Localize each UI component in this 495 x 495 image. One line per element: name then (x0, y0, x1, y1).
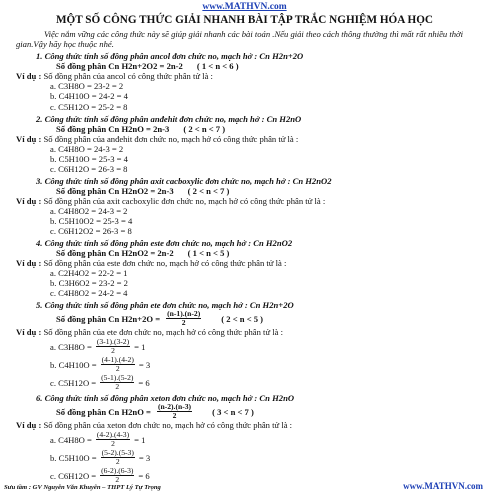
example-item (50, 374, 473, 391)
example-label-text: a. C4H8O = (50, 434, 92, 445)
fraction-numerator: (n-2).(n-3) (157, 402, 192, 412)
fraction (100, 374, 134, 391)
example-result: = 1 (134, 341, 146, 352)
section-heading: 5. Công thức tính số đồng phân ete đơn chức no, mạch hở : Cn H2n+2O (36, 300, 294, 311)
formula-text: Số đồng phân Cn H2n+2O2 = 2n-2 (56, 61, 183, 72)
fraction (101, 449, 135, 466)
formula-text: Số đồng phân Cn H2nO2 = 2n-2 (56, 248, 174, 259)
section-4 (16, 238, 473, 298)
example-line (16, 327, 473, 337)
section-3 (16, 176, 473, 236)
example-item: a. C4H8O = 24-3 = 2 (50, 143, 124, 154)
example-item: b. C5H10O = 25-3 = 4 (50, 153, 128, 164)
formula (56, 61, 473, 71)
formula-condition: ( 2 < n < 7 ) (183, 123, 226, 134)
formula (56, 310, 473, 327)
fraction-denominator: 2 (111, 346, 115, 356)
fraction-numerator: (3-1).(3-2) (96, 337, 130, 347)
section-1 (16, 51, 473, 111)
example-label-text: c. C5H12O = (50, 377, 97, 388)
example-label: Ví dụ : (16, 420, 42, 431)
example-item: a. C3H8O = 23-2 = 2 (50, 81, 124, 92)
fraction-denominator: 2 (172, 411, 177, 421)
example-text: Số đồng phân của ancol có công thức phân tử là : (43, 71, 213, 82)
example-label: Ví dụ : (16, 133, 42, 144)
example-label: Ví dụ : (16, 195, 42, 206)
fraction-numerator: (4-1).(4-2) (101, 355, 134, 365)
page-footer (4, 481, 483, 492)
example-item: c. C6H12O2 = 26-3 = 8 (50, 226, 132, 237)
section-6 (16, 393, 473, 484)
formula (56, 186, 473, 196)
section-2 (16, 114, 473, 174)
formula-text: Số đồng phân Cn H2nO = 2n-3 (56, 123, 170, 134)
formula-condition: ( 2 < n < 5 ) (221, 313, 264, 324)
example-label-text: b. C5H10O = (50, 452, 97, 463)
formula (56, 124, 473, 134)
fraction-denominator: 2 (115, 382, 120, 392)
example-item: b. C5H10O2 = 25-3 = 4 (50, 216, 133, 227)
example-item: b. C4H10O = 24-2 = 4 (50, 91, 128, 102)
example-item: c. C5H12O = 25-2 = 8 (50, 101, 128, 112)
fraction-numerator: (4-2).(4-3) (96, 430, 130, 440)
fraction (96, 338, 130, 355)
formula-condition: ( 1 < n < 6 ) (196, 61, 239, 72)
example-item (50, 356, 473, 373)
formula (56, 403, 473, 420)
section-heading: 3. Công thức tính số đồng phân axit cacboxylic đơn chức no, mạch hở : Cn H2nO2 (36, 175, 332, 186)
section-heading: 4. Công thức tính số đồng phân este đơn chức no, mạch hở : Cn H2nO2 (36, 238, 293, 249)
formula (56, 248, 473, 258)
example-item (50, 338, 473, 355)
fraction-denominator: 2 (115, 364, 120, 374)
fraction-numerator: (5-2).(5-3) (101, 448, 134, 458)
fraction-numerator: (5-1).(5-2) (101, 373, 134, 383)
example-item: a. C2H4O2 = 22-2 = 1 (50, 268, 128, 279)
example-label-text: c. C6H12O = (50, 470, 97, 481)
example-result: = 3 (138, 359, 151, 370)
example-line (16, 196, 473, 206)
example-label: Ví dụ : (16, 71, 42, 82)
fraction-denominator: 2 (115, 475, 120, 485)
site-header-link[interactable]: www.MATHVN.com (202, 2, 287, 12)
example-label-text: b. C4H10O = (50, 359, 97, 370)
fraction-numerator: (6-2).(6-3) (101, 466, 134, 476)
fraction-numerator: (n-1).(n-2) (167, 309, 201, 319)
section-heading: 6. Công thức tính số đồng phân xeton đơn chức no, mạch hở : Cn H2nO (36, 393, 295, 404)
formula-condition: ( 2 < n < 7 ) (187, 185, 230, 196)
fraction-denominator: 2 (115, 457, 120, 467)
formula-text: Số đồng phân Cn H2n+2O = (56, 313, 161, 324)
fraction-denominator: 2 (181, 318, 186, 328)
fraction (96, 431, 130, 448)
example-text: Số đồng phân của ete đơn chức no, mạch hở có công thức phân tử là : (43, 327, 283, 338)
example-label: Ví dụ : (16, 258, 42, 269)
example-result: = 3 (138, 452, 151, 463)
example-label-text: a. C3H8O = (50, 341, 92, 352)
example-text: Số đồng phân của anđehit đơn chức no, mạch hở có công thức phân tử là : (43, 133, 299, 144)
formula-text: Số đồng phân Cn H2nO2 = 2n-3 (56, 185, 174, 196)
example-item: b. C3H6O2 = 23-2 = 2 (50, 278, 128, 289)
example-item: a. C4H8O2 = 24-3 = 2 (50, 206, 128, 216)
formula-text: Số đồng phân Cn H2nO = (56, 406, 151, 417)
site-footer-link[interactable]: www.MATHVN.com (403, 481, 483, 492)
example-line (16, 71, 473, 81)
fraction (101, 356, 135, 373)
formula-condition: ( 3 < n < 7 ) (212, 406, 254, 417)
formula-condition: ( 1 < n < 5 ) (187, 248, 230, 259)
example-line (16, 258, 473, 268)
example-line (16, 420, 473, 430)
example-item (50, 449, 473, 466)
fraction (157, 403, 192, 420)
fraction-denominator: 2 (111, 439, 115, 449)
example-result: = 6 (138, 470, 150, 481)
page-title: MỘT SỐ CÔNG THỨC GIẢI NHANH BÀI TẬP TRẮC NGHIỆM HÓA HỌC (55, 14, 433, 27)
section-heading: 1. Công thức tính số đồng phân ancol đơn chức no, mạch hở : Cn H2n+2O (36, 51, 304, 62)
section-5 (16, 300, 473, 391)
example-result: = 6 (138, 377, 150, 388)
example-text: Số đồng phân của xeton đơn chức no, mạch hở có công thức phân tử là : (43, 420, 293, 431)
example-label: Ví dụ : (16, 327, 42, 338)
example-text: Số đồng phân của este đơn chức no, mạch hở có công thức phân tử là : (43, 258, 287, 269)
example-result: = 1 (134, 434, 146, 445)
example-line (16, 134, 473, 144)
example-item: c. C6H12O = 26-3 = 8 (50, 163, 128, 174)
example-text: Số đồng phân của axit cacboxylic đơn chức no, mạch hở có công thức phân tử là : (43, 195, 326, 206)
example-item: c. C4H8O2 = 24-2 = 4 (50, 288, 128, 299)
author-credit: Sưu tầm : GV Nguyễn Văn Khuyên – THPT Lý Tự Trọng (4, 484, 161, 492)
fraction (166, 310, 201, 327)
intro-paragraph: Việc nắm vững các công thức này sẽ giúp giải nhanh các bài toán .Nếu giải theo cách thông thường thì mất rất nhiều thời gian.Vậy hãy học thuộc nhé. (16, 29, 464, 50)
section-heading: 2. Công thức tính số đồng phân anđehit đơn chức no, mạch hở : Cn H2nO (36, 113, 302, 124)
example-item (50, 431, 473, 448)
